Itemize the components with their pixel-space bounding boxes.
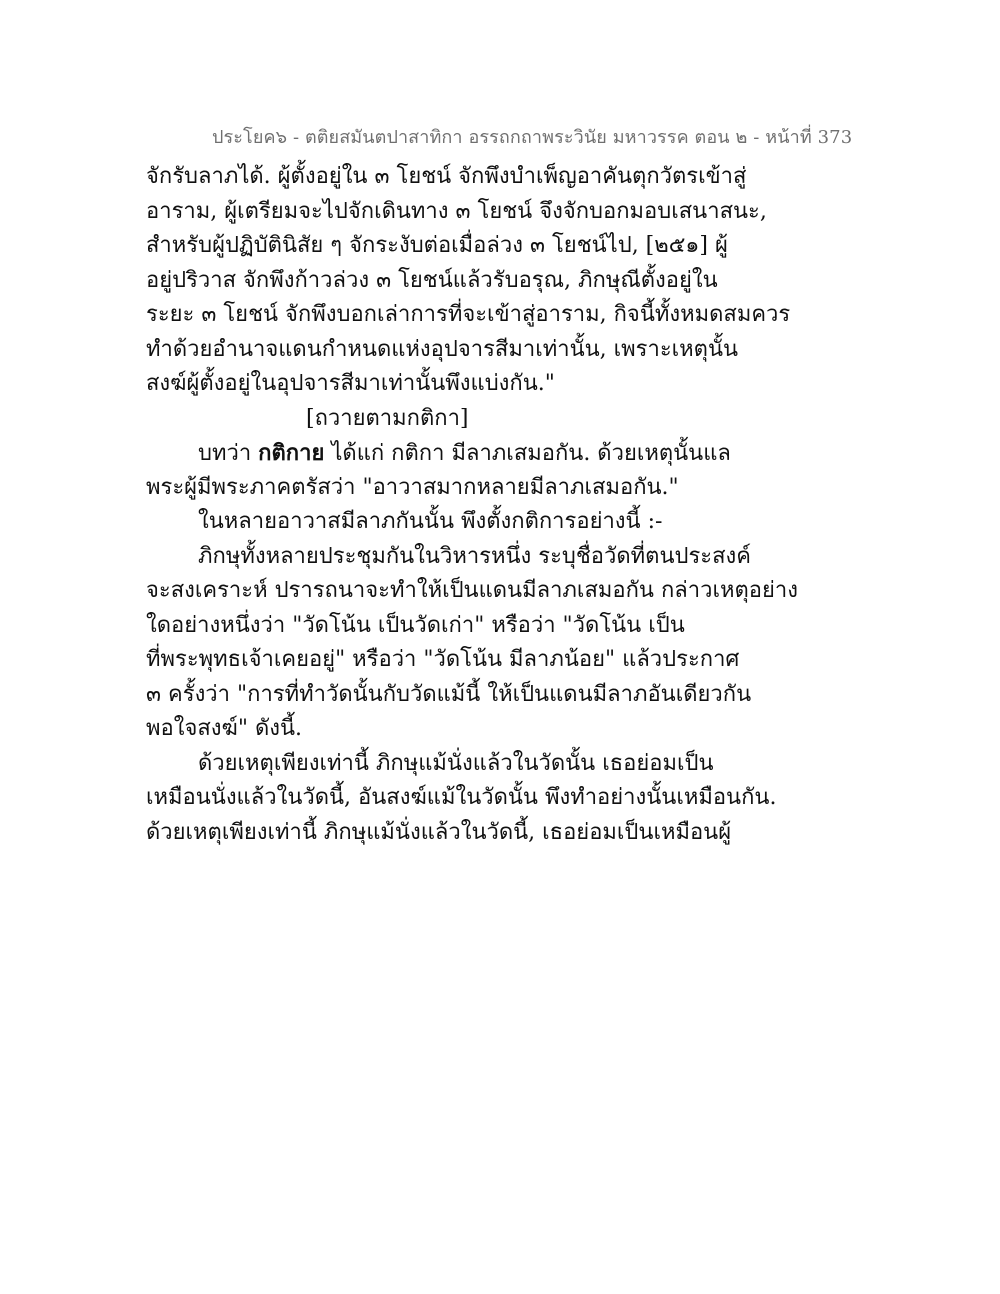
text-line: ทำด้วยอำนาจแดนกำหนดแห่งอุปจารสีมาเท่านั้น, เพราะเหตุนั้น: [146, 336, 739, 362]
section-heading: [ถวายตามกติกา]: [306, 405, 469, 431]
text-line: เหมือนนั่งแล้วในวัดนี้, อันสงฆ์แม้ในวัดนั้น พึงทำอย่างนั้นเหมือนกัน.: [146, 785, 777, 810]
text-line: อาราม, ผู้เตรียมจะไปจักเดินทาง ๓ โยชน์ จึงจักบอกมอบเสนาสนะ,: [146, 198, 767, 224]
definition-text: ได้แก่ กติกา มีลาภเสมอกัน. ด้วยเหตุนั้นแล: [324, 441, 731, 466]
text-line: พอใจสงฆ์" ดังนี้.: [146, 716, 303, 741]
running-header: ประโยค๖ - ตติยสมันตปาสาทิกา อรรถกถาพระวินัย มหาวรรค ตอน ๒ - หน้าที่ 373: [212, 127, 853, 148]
text-line: ระยะ ๓ โยชน์ จักพึงบอกเล่าการที่จะเข้าสู่อาราม, กิจนี้ทั้งหมดสมควร: [146, 302, 791, 327]
text-line: ด้วยเหตุเพียงเท่านี้ ภิกษุแม้นั่งแล้วในวัดนั้น เธอย่อมเป็น: [198, 750, 714, 776]
text-line: ๓ ครั้งว่า "การที่ทำวัดนั้นกับวัดแม้นี้ ให้เป็นแดนมีลาภอันเดียวกัน: [146, 681, 752, 707]
text-line: ด้วยเหตุเพียงเท่านี้ ภิกษุแม้นั่งแล้วในวัดนี้, เธอย่อมเป็นเหมือนผู้: [146, 819, 732, 845]
text-line: สงฆ์ผู้ตั้งอยู่ในอุปจารสีมาเท่านั้นพึงแบ่งกัน.": [146, 371, 555, 396]
page-body: [146, 160, 826, 850]
paragraph-term-definition: [146, 436, 826, 471]
text-line: ที่พระพุทธเจ้าเคยอยู่" หรือว่า "วัดโน้น มีลาภน้อย" แล้วประกาศ: [146, 647, 740, 672]
text-line: ภิกษุทั้งหลายประชุมกันในวิหารหนึ่ง ระบุชื่อวัดที่ตนประสงค์: [198, 543, 751, 569]
text-line: พระผู้มีพระภาคตรัสว่า "อาวาสมากหลายมีลาภเสมอกัน.": [146, 474, 679, 500]
definition-prefix: บทว่า: [198, 441, 259, 466]
defined-term: กติกาย: [258, 440, 325, 466]
text-line: ใดอย่างหนึ่งว่า "วัดโน้น เป็นวัดเก่า" หรือว่า "วัดโน้น เป็น: [146, 612, 685, 638]
text-line: สำหรับผู้ปฏิบัตินิสัย ๆ จักระงับต่อเมื่อล่วง ๓ โยชน์ไป, [๒๕๑] ผู้: [146, 233, 728, 258]
text-line: จะสงเคราะห์ ปรารถนาจะทำให้เป็นแดนมีลาภเสมอกัน กล่าวเหตุอย่าง: [146, 578, 798, 603]
text-line: ในหลายอาวาสมีลาภกันนั้น พึงตั้งกติการอย่างนี้ :-: [198, 509, 663, 534]
text-line: จักรับลาภได้. ผู้ตั้งอยู่ใน ๓ โยชน์ จักพึงบำเพ็ญอาคันตุกวัตรเข้าสู่: [146, 164, 747, 189]
text-line: อยู่ปริวาส จักพึงก้าวล่วง ๓ โยชน์แล้วรับอรุณ, ภิกษุณีตั้งอยู่ใน: [146, 267, 718, 293]
